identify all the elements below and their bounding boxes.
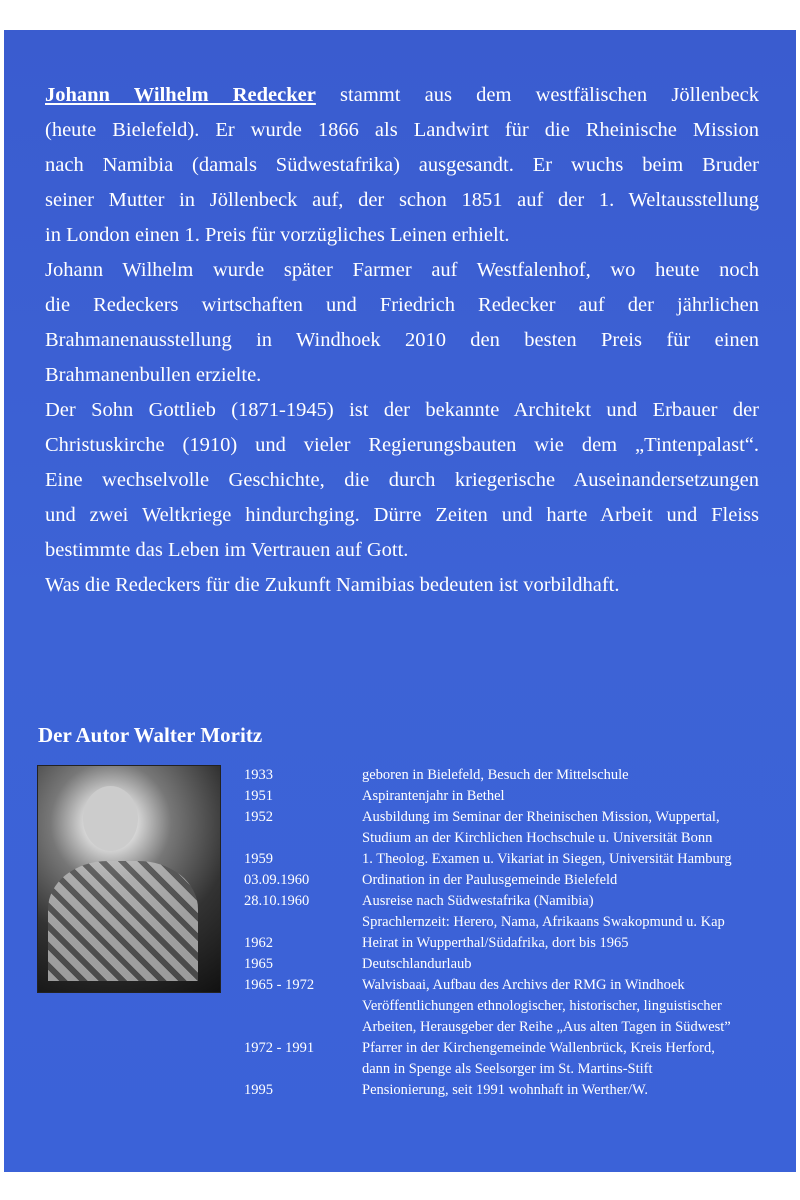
text-span: stammt aus dem westfälischen Jöllenbeck (340, 84, 760, 106)
text-line: Was die Redeckers für die Zukunft Namibias bedeuten ist vorbildhaft. (45, 574, 620, 596)
cv-year: 1995 (244, 1082, 273, 1098)
cv-year: 1965 (244, 956, 273, 972)
cv-text: Walvisbaai, Aufbau des Archivs der RMG in Windhoek (362, 977, 685, 993)
cv-entry (244, 933, 732, 954)
cv-year: 1959 (244, 851, 273, 867)
cv-text: Aspirantenjahr in Bethel (362, 788, 505, 804)
cv-text: Deutschlandurlaub (362, 956, 472, 972)
cv-text: Ausbildung im Seminar der Rheinischen Mission, Wuppertal, (362, 809, 720, 825)
cv-text: Pfarrer in der Kirchengemeinde Wallenbrück, Kreis Herford, (362, 1040, 715, 1056)
cv-text: Ordination in der Paulusgemeinde Bielefeld (362, 872, 618, 888)
cv-entry (244, 786, 732, 807)
author-heading: Der Autor Walter Moritz (38, 723, 263, 747)
cv-text: Arbeiten, Herausgeber der Reihe „Aus alten Tagen in Südwest” (362, 1019, 731, 1035)
cv-entry (244, 975, 732, 1038)
cv-text: Pensionierung, seit 1991 wohnhaft in Werther/W. (362, 1082, 648, 1098)
text-line (45, 78, 759, 113)
cv-text: Studium an der Kirchlichen Hochschule u. Universität Bonn (362, 830, 713, 846)
back-cover (4, 30, 796, 1172)
cv-text: dann in Spenge als Seelsorger im St. Martins-Stift (362, 1061, 653, 1077)
cv-text: Ausreise nach Südwestafrika (Namibia) (362, 893, 594, 909)
cv-text: 1. Theolog. Examen u. Vikariat in Siegen, Universität Hamburg (362, 851, 732, 867)
text-line: Johann Wilhelm wurde später Farmer auf Westfalenhof, wo heute noch (45, 259, 759, 281)
cv-entry (244, 954, 732, 975)
cv-entry (244, 1038, 732, 1080)
author-photo (37, 765, 221, 993)
cv-year: 1951 (244, 788, 273, 804)
text-line: die Redeckers wirtschaften und Friedrich Redecker auf der jährlichen (45, 294, 759, 316)
cv-year: 1933 (244, 767, 273, 783)
cv-entry (244, 807, 732, 849)
text-line: Der Sohn Gottlieb (1871-1945) ist der bekannte Architekt und Erbauer der (45, 399, 759, 421)
cv-text: Heirat in Wupperthal/Südafrika, dort bis 1965 (362, 935, 629, 951)
text-line: Eine wechselvolle Geschichte, die durch kriegerische Auseinandersetzungen (45, 469, 759, 491)
cv-year: 1972 - 1991 (244, 1040, 315, 1056)
subject-name: Johann Wilhelm Redecker (45, 84, 316, 106)
cv-year: 28.10.1960 (244, 893, 310, 909)
cv-entry (244, 765, 732, 786)
cv-text: Sprachlernzeit: Herero, Nama, Afrikaans Swakopmund u. Kap (362, 914, 725, 930)
cv-entry (244, 870, 732, 891)
cv-text: Veröffentlichungen ethnologischer, historischer, linguistischer (362, 998, 722, 1014)
cv-entry (244, 849, 732, 870)
text-line: und zwei Weltkriege hindurchging. Dürre Zeiten und harte Arbeit und Fleiss (45, 504, 759, 526)
cv-year: 1962 (244, 935, 273, 951)
text-line: Christuskirche (1910) und vieler Regierungsbauten wie dem „Tintenpalast“. (45, 434, 759, 456)
text-line: seiner Mutter in Jöllenbeck auf, der schon 1851 auf der 1. Weltausstellung (45, 189, 759, 211)
text-line: (heute Bielefeld). Er wurde 1866 als Landwirt für die Rheinische Mission (45, 119, 759, 141)
text-line: bestimmte das Leben im Vertrauen auf Gott. (45, 539, 409, 561)
text-line: Brahmanenausstellung in Windhoek 2010 den besten Preis für einen (45, 329, 759, 351)
cv-entry (244, 891, 732, 933)
intro-text (45, 78, 759, 603)
cv-entry (244, 1080, 732, 1101)
cv-year: 1952 (244, 809, 273, 825)
cv-year: 03.09.1960 (244, 872, 310, 888)
author-cv (244, 765, 732, 1101)
text-line: Brahmanenbullen erzielte. (45, 364, 262, 386)
text-line: nach Namibia (damals Südwestafrika) ausgesandt. Er wuchs beim Bruder (45, 154, 759, 176)
text-line: in London einen 1. Preis für vorzügliches Leinen erhielt. (45, 224, 510, 246)
cv-year: 1965 - 1972 (244, 977, 315, 993)
cv-text: geboren in Bielefeld, Besuch der Mittelschule (362, 767, 629, 783)
